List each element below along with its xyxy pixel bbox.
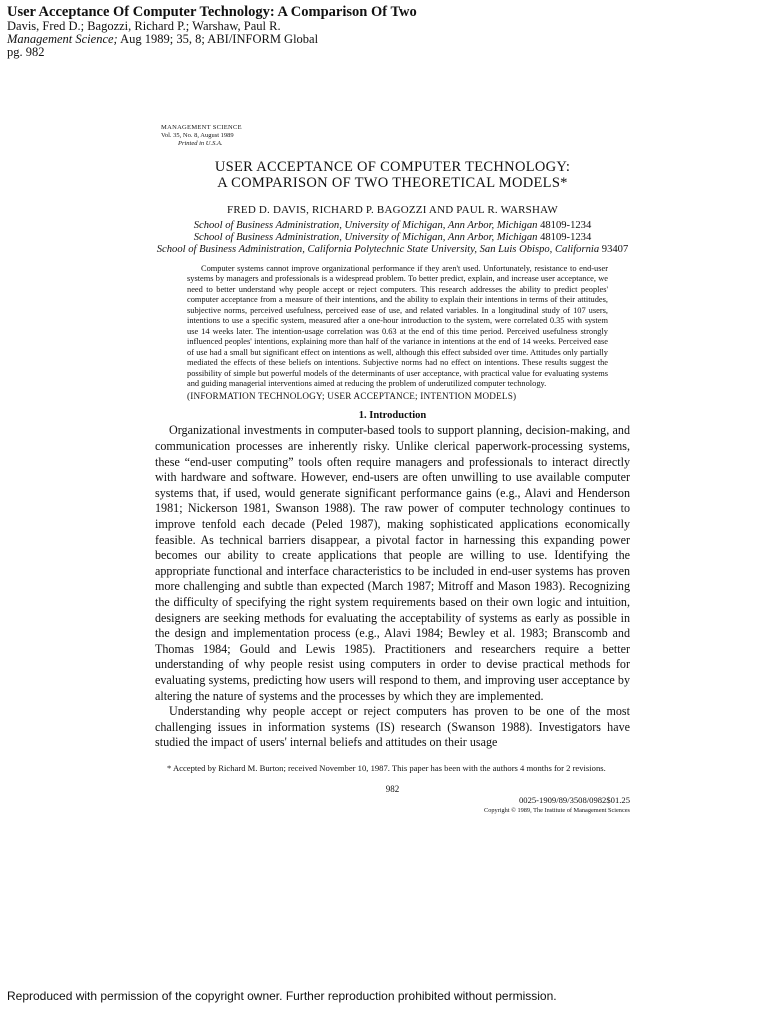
paragraph-1: Organizational investments in computer-based tools to support planning, decision-making, and communication processes are inherently risky. Unlike clerical paperwork-processing systems, these “end-user computing” tools often require managers and professionals to interact directly with hardware and software. However, end-users are often unwilling to use available computer systems that, if used, would generate significant performance gains (e.g., Alavi and Henderson 1981; Nickerson 1981, Swanson 1988). The raw power of computer technology continues to improve tenfold each decade (Peled 1987), making sophisticated applications economically feasible. As technical barriers disappear, a pivotal factor in harnessing this expanding power becomes our ability to create applications that people are willing to use. Identifying the appropriate functional and interface characteristics to be included in end-user systems has proven more challenging and subtle than expected (March 1987; Mitroff and Mason 1983). Recognizing the difficulty of specifying the right system requirements based on their own logic and intuition, designers are seeking methods for evaluating the acceptability of systems as early as possible in the design and implementation process (e.g., Alavi 1984; Bewley et al. 1983; Branscomb and Thomas 1984; Gould and Lewis 1985). Practitioners and researchers require a better understanding of why people resist using computers in order to devise practical methods for evaluating systems, predicting how users will respond to them, and improving user acceptance by altering the nature of systems and the processes by which they are implemented. (155, 423, 630, 703)
paper-authors: FRED D. DAVIS, RICHARD P. BAGOZZI AND PAUL R. WARSHAW (227, 204, 558, 216)
abstract (187, 264, 608, 389)
citation-authors: Davis, Fred D.; Bagozzi, Richard P.; Warshaw, Paul R. (7, 19, 281, 33)
paragraph-2: Understanding why people accept or reject computers has proven to be one of the most challenging issues in information systems (IS) research (Swanson 1988). Investigators have studied the impact of users' internal beliefs and attitudes on their usage (155, 704, 630, 750)
citation-journal-name: Management Science; (7, 32, 118, 46)
footnote: * Accepted by Richard M. Burton; received November 10, 1987. This paper has been with the authors 4 months for 2 revisions. (167, 762, 606, 773)
section-heading: 1. Introduction (358, 410, 427, 422)
affiliation-zip: 93407 (599, 244, 629, 255)
citation-journal (7, 33, 757, 46)
journal-name: MANAGEMENT SCIENCE (161, 124, 242, 131)
page-number: 982 (385, 783, 400, 794)
body-text (155, 423, 630, 750)
affiliation-school: School of Business Administration, University of Michigan, Ann Arbor, Michigan (193, 232, 538, 243)
affiliation-1 (155, 220, 630, 232)
affiliation-zip: 48109-1234 (537, 232, 592, 243)
citation-header (7, 4, 757, 59)
citation-title: User Acceptance Of Computer Technology: A Comparison Of Two (7, 4, 417, 20)
citation-journal-details: Aug 1989; 35, 8; ABI/INFORM Global (117, 32, 319, 46)
copyright: Copyright © 1989, The Institute of Management Sciences (484, 806, 630, 814)
journal-meta (161, 124, 630, 148)
abstract-text: Computer systems cannot improve organizational performance if they aren't used. Unfortunately, resistance to end-user systems by managers and professionals is a widespread problem. To better predict, explain, and increase user acceptance, we need to better understand why people accept or reject computers. This research addresses the ability to predict peoples' computer acceptance from a measure of their intentions, and the ability to explain their intentions in terms of their attitudes, subjective norms, perceived usefulness, perceived ease of use, and related variables. In a longitudinal study of 107 users, intentions to use a specific system, measured after a one-hour introduction to the system, were correlated 0.35 with system use 14 weeks later. The intention-usage correlation was 0.63 at the end of this time period. Perceived usefulness strongly influenced peoples' intentions, explaining more than half of the variance in intentions at the end of 14 weeks. Perceived ease of use had a small but significant effect on intentions as well, although this effect subsided over time. Attitudes only partially mediated the effects of these beliefs on intentions. Subjective norms had no effect on intentions. These results suggest the possibility of simple but powerful models of the determinants of user acceptance, with practical value for evaluating systems and guiding managerial interventions aimed at reducing the problem of underutilized computer technology. (187, 264, 608, 388)
affiliation-school: School of Business Administration, University of Michigan, Ann Arbor, Michigan (193, 220, 538, 231)
affiliations (155, 220, 630, 256)
journal-volume: Vol. 35, No. 8, August 1989 (161, 132, 234, 139)
affiliation-3 (155, 244, 630, 256)
reproduction-notice: Reproduced with permission of the copyright owner. Further reproduction prohibited without permission. (7, 989, 557, 1003)
citation-page: pg. 982 (7, 45, 45, 59)
keywords: (INFORMATION TECHNOLOGY; USER ACCEPTANCE; INTENTION MODELS) (187, 391, 517, 402)
paper-title-line-2: A COMPARISON OF TWO THEORETICAL MODELS* (217, 175, 568, 191)
scanned-page (155, 124, 630, 814)
paper-title-line-1: USER ACCEPTANCE OF COMPUTER TECHNOLOGY: (214, 159, 571, 175)
article-code: 0025-1909/89/3508/0982$01.25 (518, 794, 630, 805)
paper-title (155, 159, 630, 191)
affiliation-2 (155, 232, 630, 244)
affiliation-school: School of Business Administration, California Polytechnic State University, San Luis Obispo, California (156, 244, 600, 255)
printed-in: Printed in U.S.A. (178, 140, 223, 147)
affiliation-zip: 48109-1234 (537, 220, 592, 231)
